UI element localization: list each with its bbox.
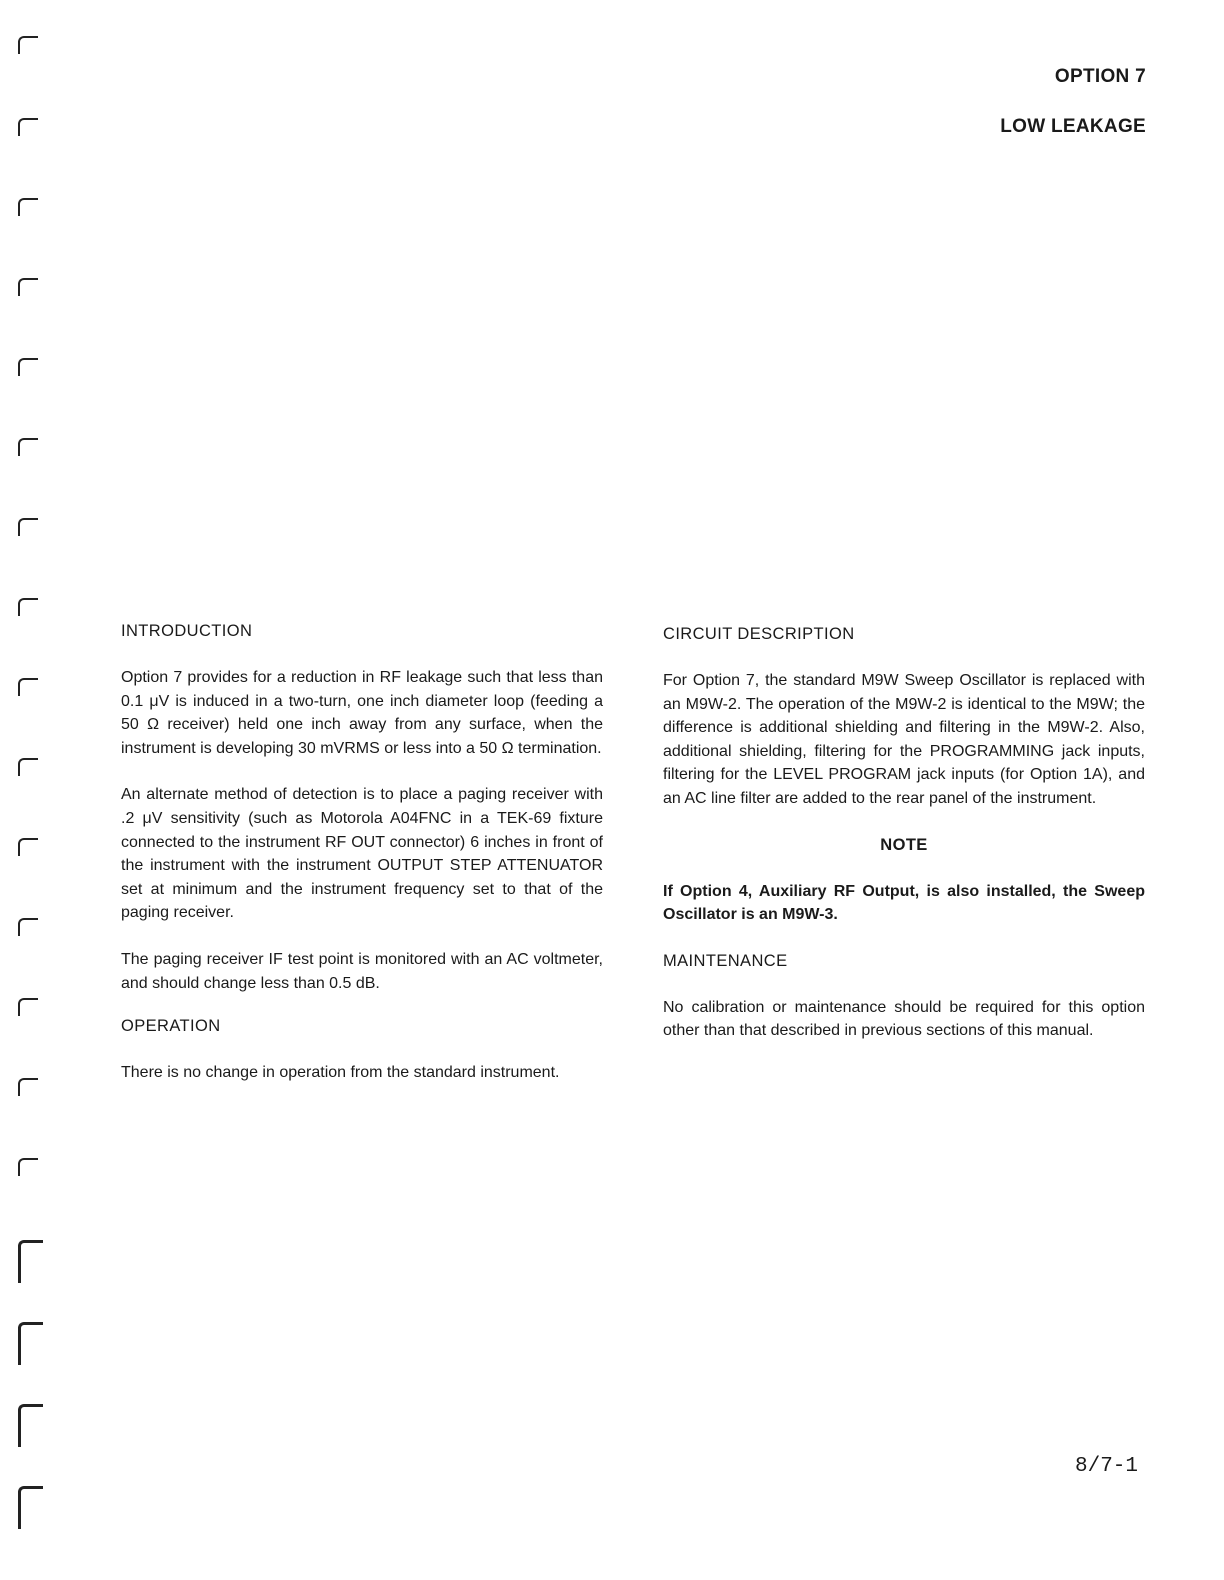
binding-mark (18, 358, 38, 376)
binding-mark (18, 518, 38, 536)
introduction-heading: INTRODUCTION (121, 622, 253, 640)
operation-paragraph: There is no change in operation from the standard instrument. (121, 1064, 560, 1082)
binding-mark (18, 278, 38, 296)
page-subtitle: LOW LEAKAGE (1000, 116, 1146, 137)
page-number: 8/7-1 (1074, 1455, 1138, 1478)
note-heading: NOTE (880, 835, 928, 854)
binding-mark (18, 438, 38, 456)
note-body: If Option 4, Auxiliary RF Output, is also installed, the Sweep Oscillator is an M9W-3. (663, 882, 1145, 924)
introduction-paragraph: The paging receiver IF test point is monitored with an AC voltmeter, and should change less than 0.5 dB. (121, 950, 603, 992)
binding-mark (18, 1404, 43, 1447)
circuit-description-heading: CIRCUIT DESCRIPTION (663, 625, 855, 643)
binding-mark (18, 1158, 38, 1176)
binding-mark (18, 838, 38, 856)
binding-mark (18, 1078, 38, 1096)
binding-mark (18, 118, 38, 136)
binding-mark (18, 758, 38, 776)
binding-mark (18, 1322, 43, 1365)
binding-mark (18, 198, 38, 216)
binding-mark (18, 36, 38, 54)
left-column (121, 620, 603, 1108)
binding-mark (18, 598, 38, 616)
binding-mark (18, 1486, 43, 1529)
introduction-paragraph: An alternate method of detection is to place a paging receiver with .2 μV sensitivity (such as Motorola A04FNC in a TEK-69 fixture connected to the instrument RF OUT connector) 6 inches in front of the instrument with the instrument OUTPUT STEP ATTENUATOR set at minimum and the instrument frequency set to that of the paging receiver. (121, 786, 603, 922)
binding-mark (18, 918, 38, 936)
binding-mark (18, 678, 38, 696)
circuit-description-paragraph: For Option 7, the standard M9W Sweep Oscillator is replaced with an M9W-2. The operation of the M9W-2 is identical to the M9W; the difference is additional shielding and filtering in the M9W-2. Also, additional shielding, filtering for the PROGRAMMING jack inputs, filtering for the LEVEL PROGRAM jack inputs (for Option 1A), and an AC line filter are added to the rear panel of the instrument. (663, 672, 1145, 807)
maintenance-heading: MAINTENANCE (663, 951, 788, 970)
maintenance-paragraph: No calibration or maintenance should be required for this option other than that described in previous sections of this manual. (663, 998, 1145, 1040)
operation-heading: OPERATION (121, 1017, 221, 1036)
page-title: OPTION 7 (1054, 66, 1146, 87)
binding-mark (18, 998, 38, 1016)
right-column (663, 623, 1145, 1066)
introduction-paragraph: Option 7 provides for a reduction in RF leakage such that less than 0.1 μV is induced in a two-turn, one inch diameter loop (feeding a 50 Ω receiver) held one inch away from any surface, when the instrument is developing 30 mVRMS or less into a 50 Ω termination. (121, 669, 603, 757)
binding-mark (18, 1240, 43, 1283)
